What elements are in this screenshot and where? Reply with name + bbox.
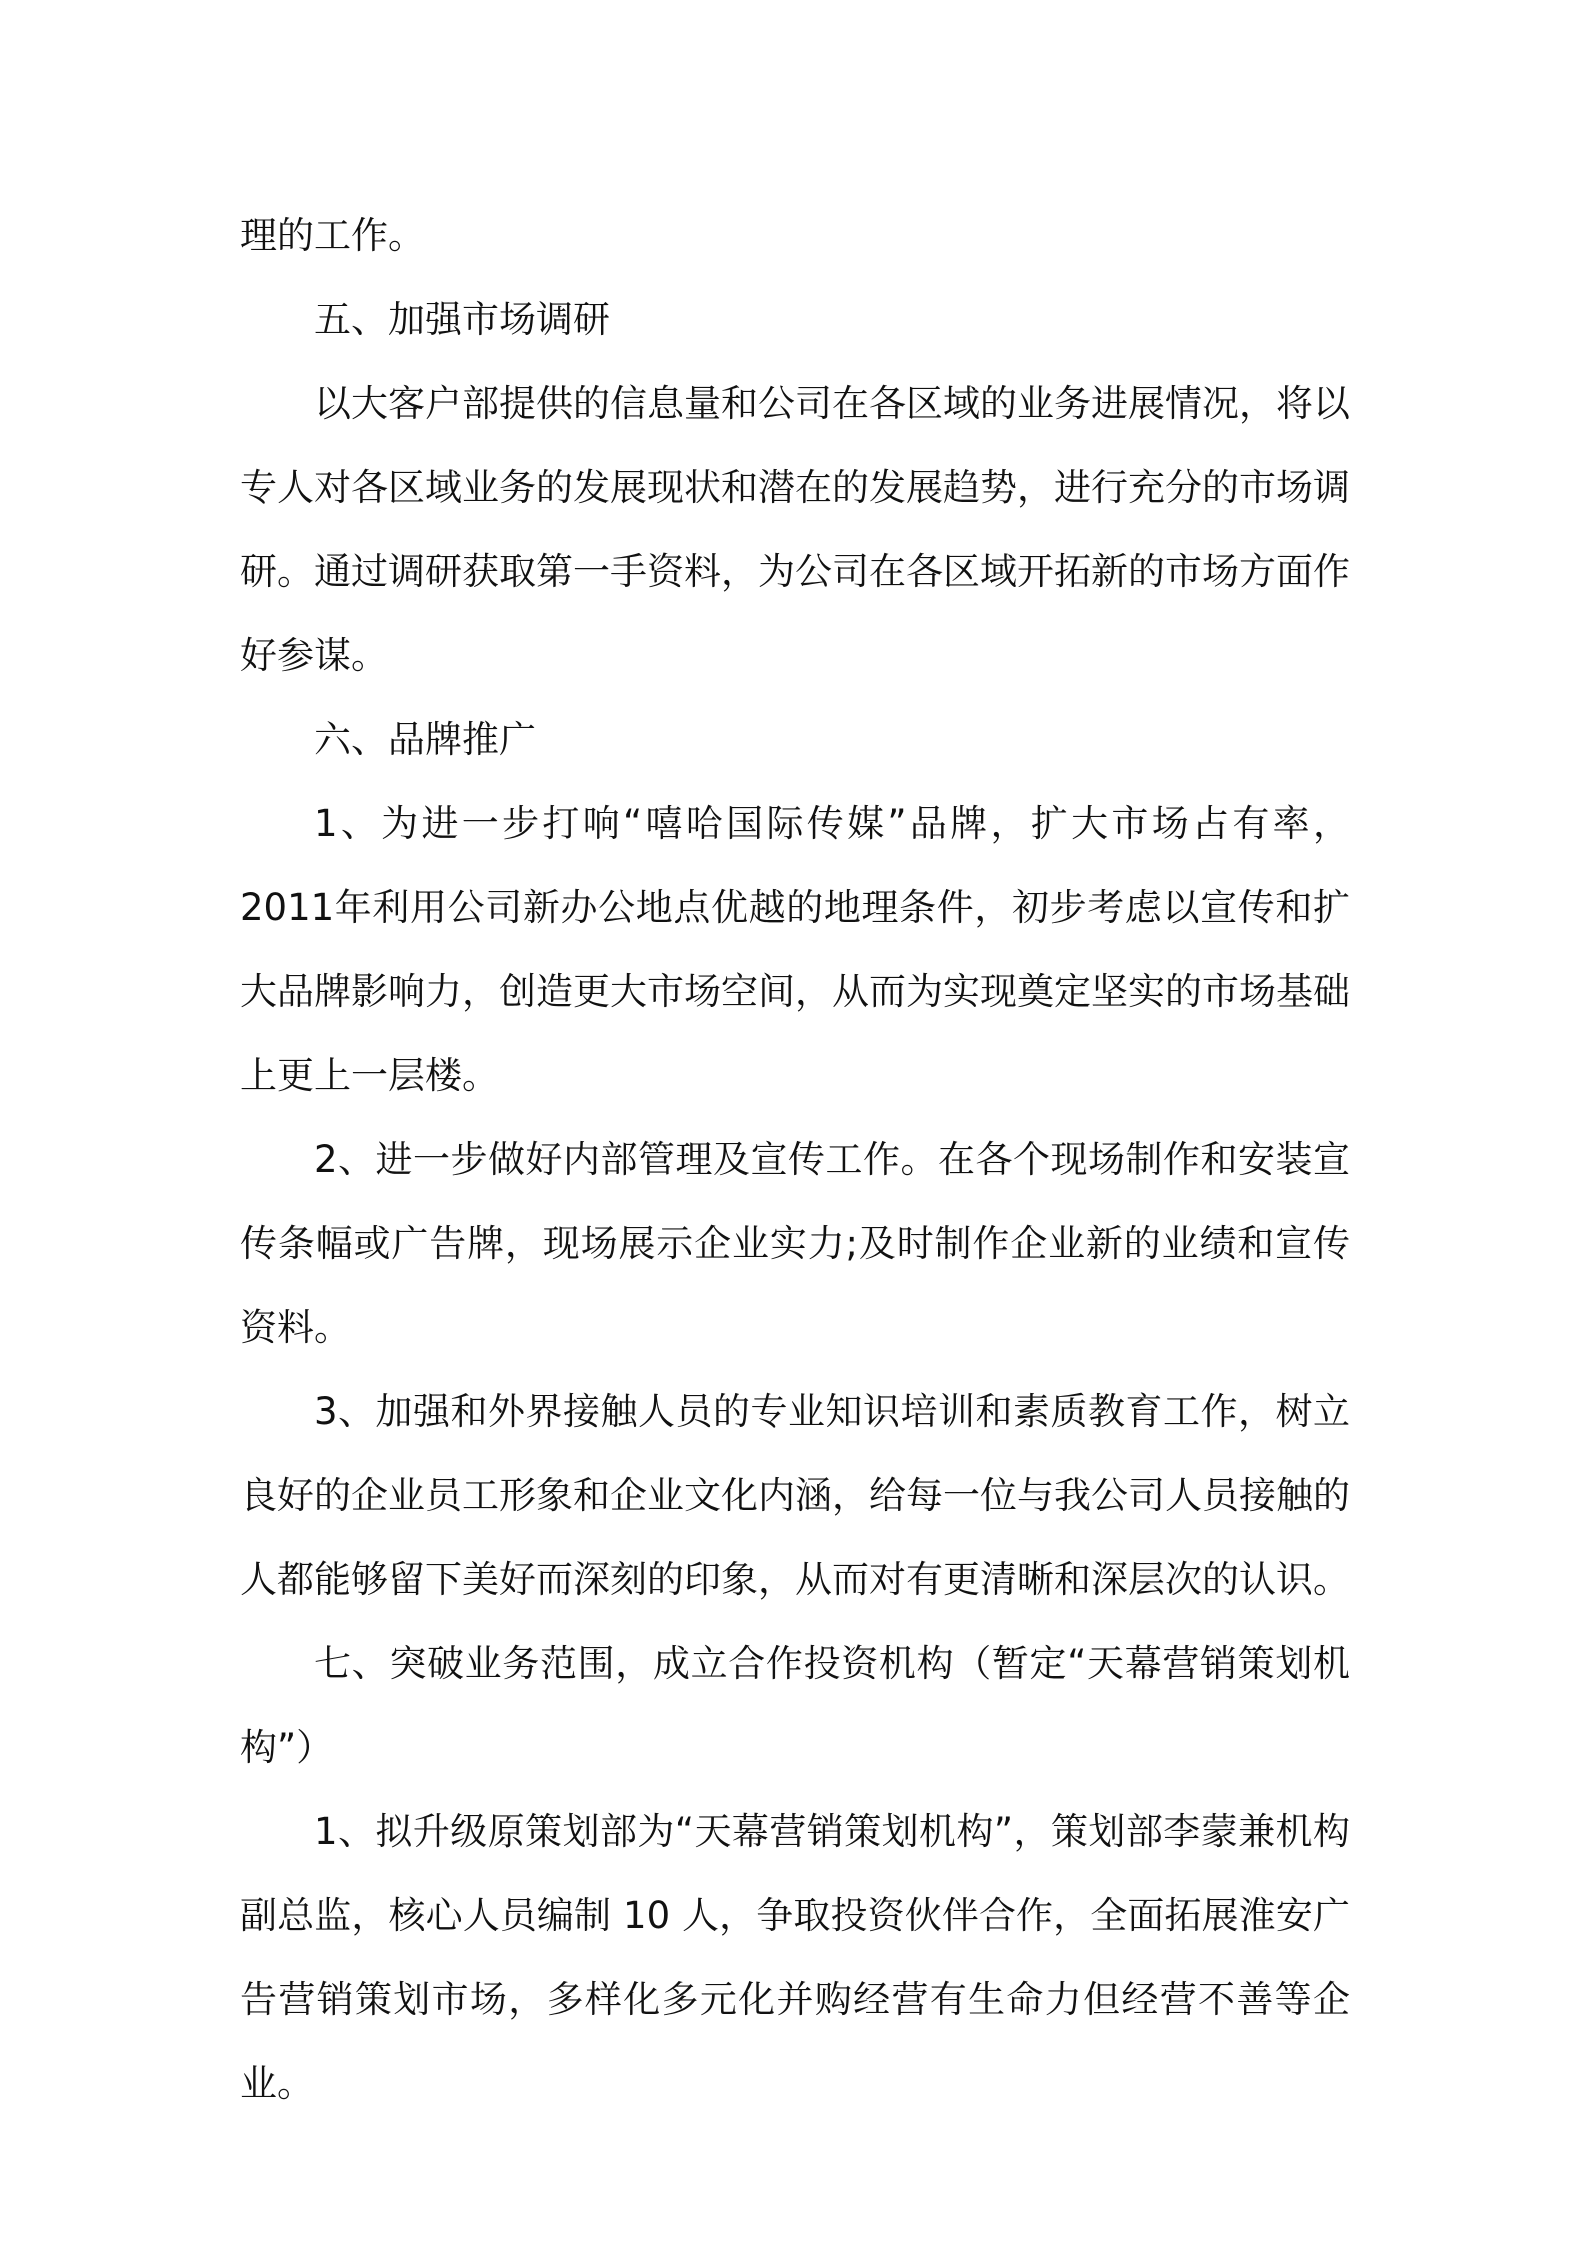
- paragraph-brand-item-1: 1、为进一步打响“嘻哈国际传媒”品牌，扩大市场占有率，2011年利用公司新办公地点优越的地理条件，初步考虑以宣传和扩大品牌影响力，创造更大市场空间，从而为实现奠定坚实的市场基础上更上一层楼。: [240, 802, 1350, 1097]
- section-heading-brand-promotion: 六、品牌推广: [314, 718, 536, 761]
- paragraph-investment-item-1: 1、拟升级原策划部为“天幕营销策划机构”，策划部李蒙兼机构副总监，核心人员编制 10 人，争取投资伙伴合作，全面拓展淮安广告营销策划市场，多样化多元化并购经营有生命力但经营不善等企业。: [240, 1810, 1350, 2105]
- document-body: [240, 194, 1350, 2126]
- section-heading-market-research: 五、加强市场调研: [314, 298, 610, 341]
- paragraph-brand-item-2: 2、进一步做好内部管理及宣传工作。在各个现场制作和安装宣传条幅或广告牌，现场展示企业实力;及时制作企业新的业绩和宣传资料。: [240, 1138, 1350, 1349]
- paragraph-brand-item-3: 3、加强和外界接触人员的专业知识培训和素质教育工作，树立良好的企业员工形象和企业文化内涵，给每一位与我公司人员接触的人都能够留下美好而深刻的印象，从而对有更清晰和深层次的认识。: [240, 1390, 1350, 1601]
- section-heading-investment-agency: 七、突破业务范围，成立合作投资机构（暂定“天幕营销策划机构”）: [240, 1642, 1350, 1769]
- paragraph-market-research: 以大客户部提供的信息量和公司在各区域的业务进展情况，将以专人对各区域业务的发展现状和潜在的发展趋势，进行充分的市场调研。通过调研获取第一手资料，为公司在各区域开拓新的市场方面作好参谋。: [240, 382, 1350, 677]
- paragraph-continuation: 理的工作。: [240, 214, 425, 257]
